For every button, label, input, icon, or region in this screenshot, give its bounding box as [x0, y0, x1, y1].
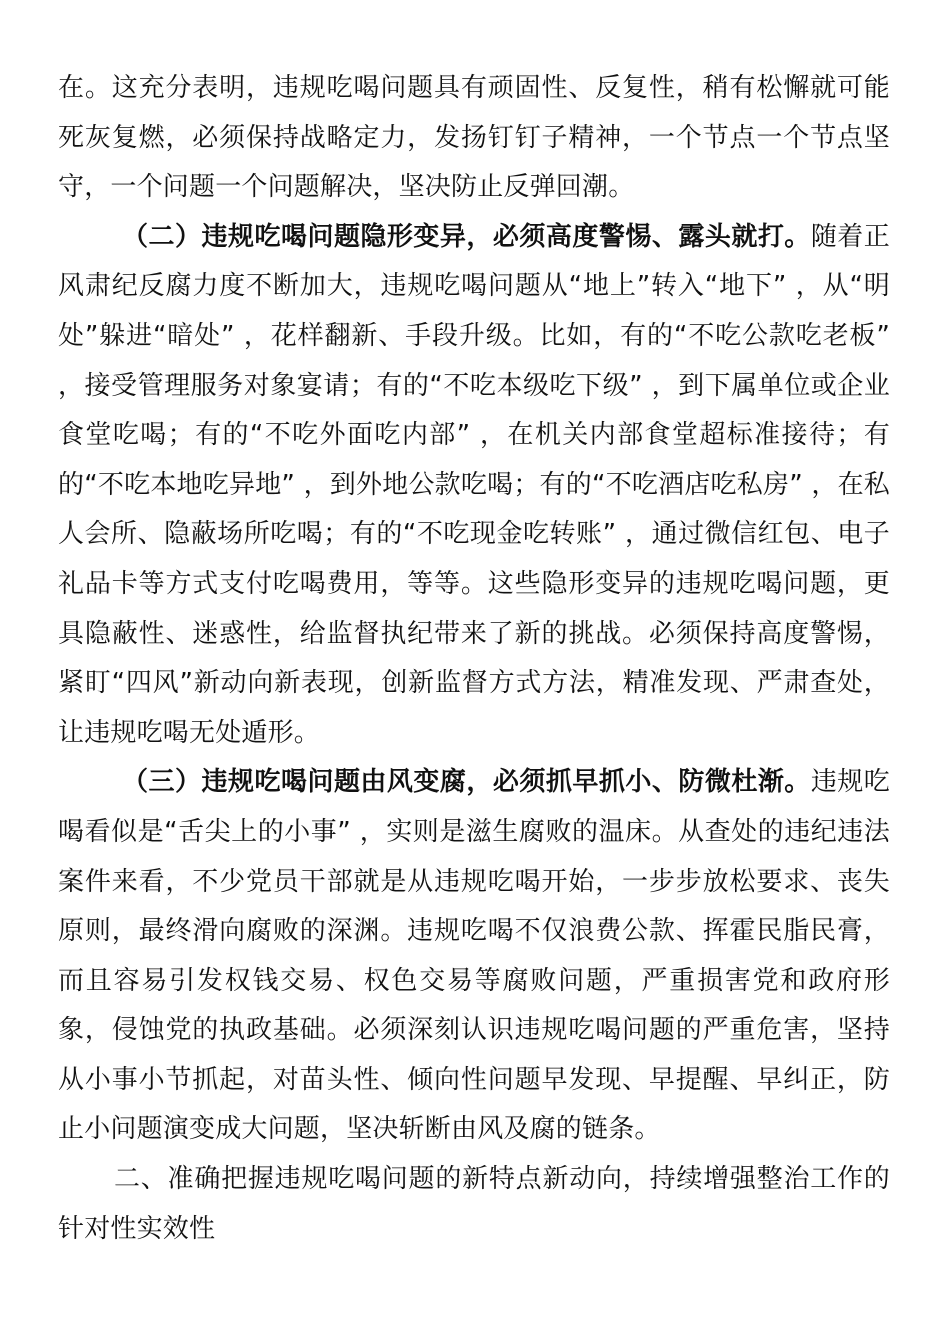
paragraph-text: 违规吃喝看似是“舌尖上的小事” ，实则是滋生腐败的温床。从查处的违纪违法案件来看，不少党员干部就是从违规吃喝开始，一步步放松要求、丧失原则，最终滑向腐败的深渊。违规吃喝不仅浪费公款、挥霍民脂民膏，而且容易引发权钱交易、权色交易等腐败问题，严重损害党和政府形象，侵蚀党的执政基础。必须深刻认识违规吃喝问题的严重危害，坚持从小事小节抓起，对苗头性、倾向性问题早发现、早提醒、早纠正，防止小问题演变成大问题，坚决斩断由风及腐的链条。 [58, 767, 890, 1145]
chapter-heading-text: 二、准确把握违规吃喝问题的新特点新动向，持续增强整治工作的针对性实效性 [58, 1164, 890, 1244]
paragraph-text: 随着正风肃纪反腐力度不断加大，违规吃喝问题从“地上”转入“地下” ，从“明处”躲进“暗处” ，花样翻新、手段升级。比如，有的“不吃公款吃老板” ，接受管理服务对象宴请；有的“不吃本级吃下级” ，到下属单位或企业食堂吃喝；有的“不吃外面吃内部” ，在机关内部食堂超标准接待；有的“不吃本地吃异地” ，到外地公款吃喝；有的“不吃酒店吃私房” ，在私人会所、隐蔽场所吃喝；有的“不吃现金吃转账” ，通过微信红包、电子礼品卡等方式支付吃喝费用，等等。这些隐形变异的违规吃喝问题，更具隐蔽性、迷惑性，给监督执纪带来了新的挑战。必须保持高度警惕，紧盯“四风”新动向新表现，创新监督方式方法，精准发现、严肃查处，让违规吃喝无处遁形。 [58, 221, 890, 748]
paragraph-section-3 [58, 758, 890, 1155]
section-heading: （二）违规吃喝问题隐形变异，必须高度警惕、露头就打。 [122, 221, 811, 252]
chapter-heading [58, 1155, 890, 1254]
paragraph-section-2 [58, 213, 890, 759]
document-body [58, 64, 890, 1254]
section-heading: （三）违规吃喝问题由风变腐，必须抓早抓小、防微杜渐。 [122, 767, 811, 798]
paragraph-text: 在。这充分表明，违规吃喝问题具有顽固性、反复性，稍有松懈就可能死灰复燃，必须保持战略定力，发扬钉钉子精神，一个节点一个节点坚守，一个问题一个问题解决，坚决防止反弹回潮。 [58, 73, 890, 203]
paragraph-continuation [58, 64, 890, 213]
